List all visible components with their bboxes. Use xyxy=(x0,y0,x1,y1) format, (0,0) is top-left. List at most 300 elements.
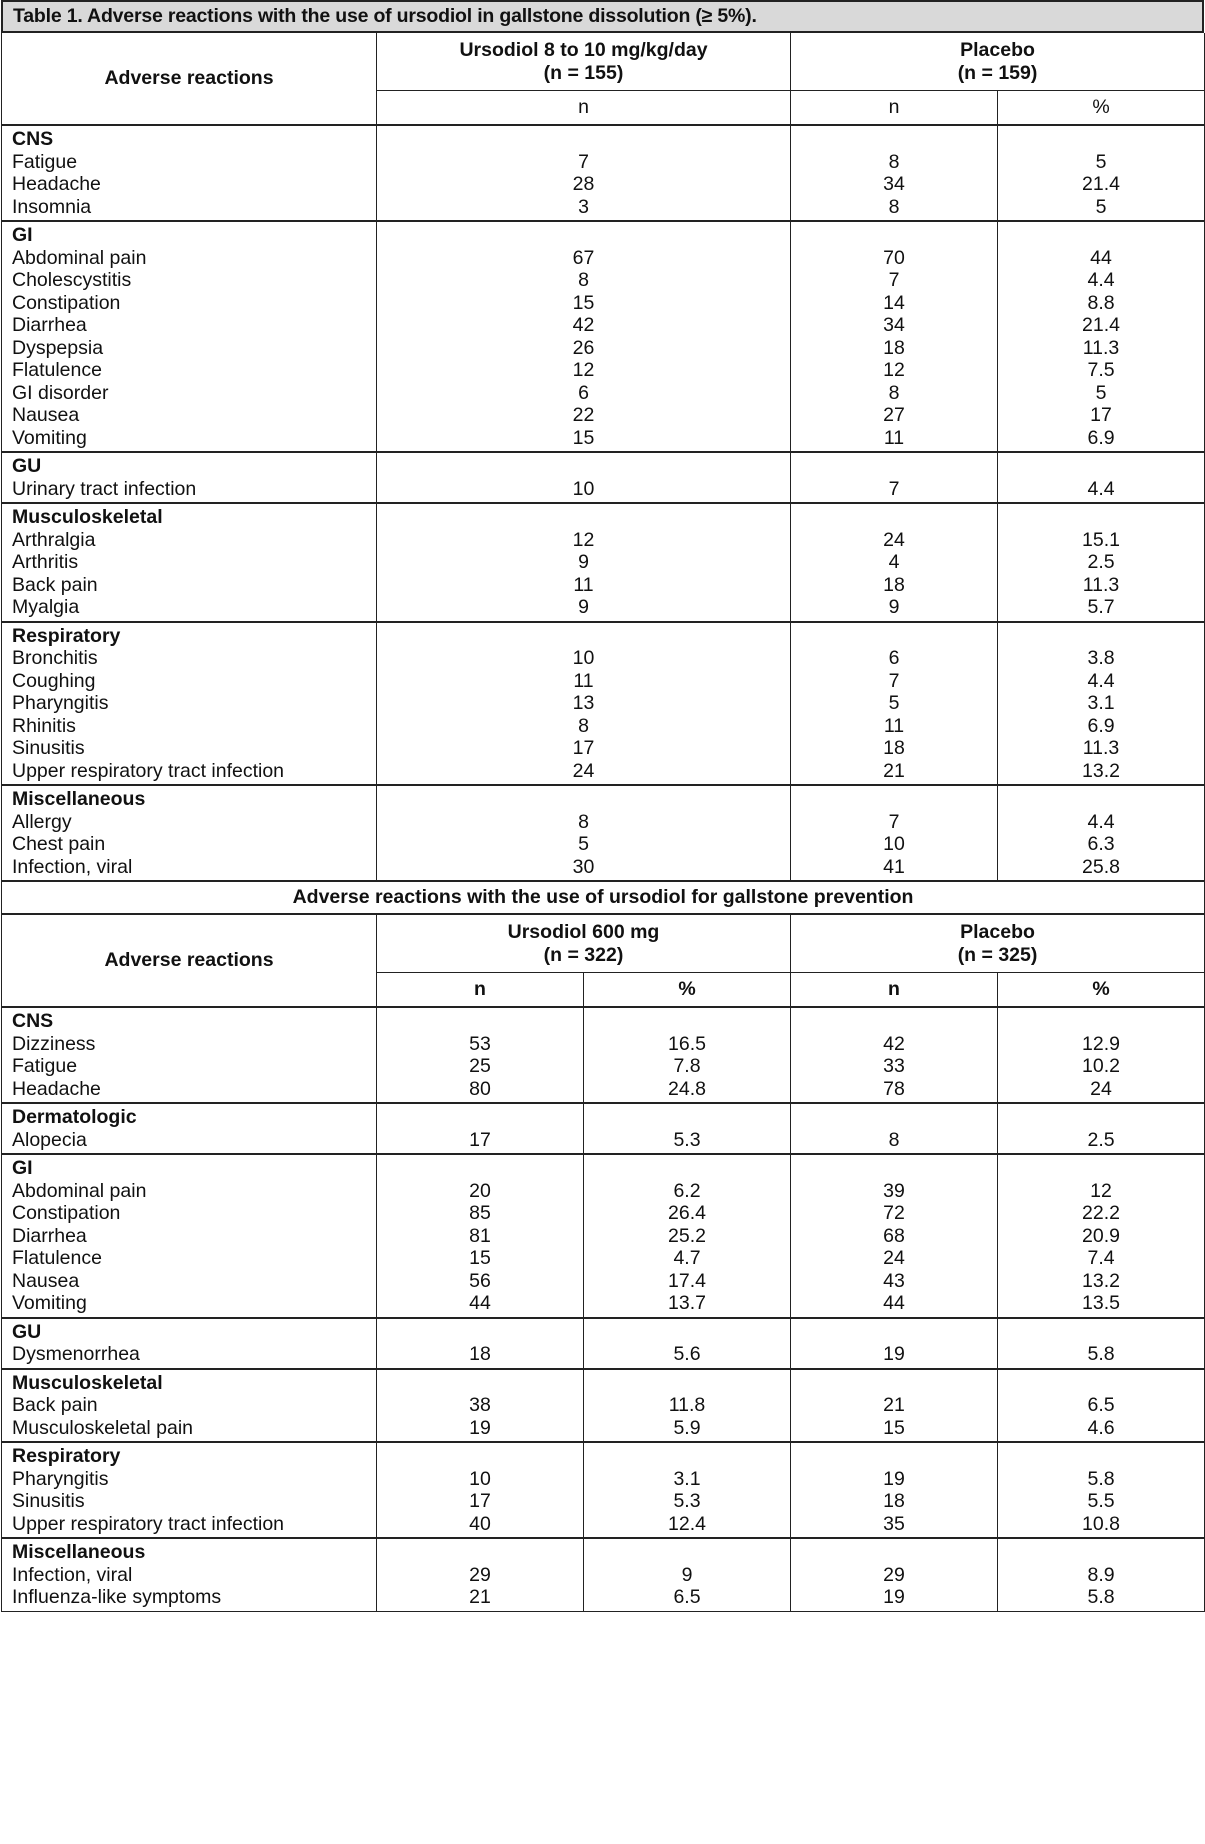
value-cell-u-n xyxy=(377,452,791,503)
spacer xyxy=(584,1321,790,1344)
value-cell-p-n xyxy=(791,785,998,881)
value-u-pct: 5.6 xyxy=(673,1343,701,1365)
category-label: CNS xyxy=(12,128,54,150)
spacer xyxy=(584,1372,790,1395)
spacer xyxy=(998,625,1204,648)
spacer xyxy=(998,1106,1204,1129)
value-u-pct: 11.8 xyxy=(668,1394,706,1416)
value-p-n: 8 xyxy=(888,381,900,404)
spacer xyxy=(791,625,997,648)
group-name: Placebo xyxy=(960,38,1035,61)
section-dermatologic xyxy=(2,1103,1205,1154)
value-u-n: 29 xyxy=(469,1563,491,1586)
value-p-pct: 10.2 xyxy=(1082,1055,1120,1077)
value-cell-p-n xyxy=(791,622,998,786)
spacer xyxy=(791,455,997,478)
value-u-n: 9 xyxy=(578,596,589,618)
value-p-n: 5 xyxy=(888,692,900,714)
section-label-cell xyxy=(2,785,377,881)
value-p-pct: 13.2 xyxy=(1082,1269,1120,1292)
value-u-pct: 6.5 xyxy=(673,1586,701,1608)
section-label-cell xyxy=(2,1007,377,1103)
spacer xyxy=(998,1010,1204,1033)
spacer xyxy=(791,128,997,151)
value-p-n: 14 xyxy=(883,291,905,314)
value-p-pct: 12.9 xyxy=(1082,1032,1120,1055)
value-p-n: 68 xyxy=(883,1224,905,1247)
group-n: (n = 155) xyxy=(543,61,624,84)
reaction-label: Back pain xyxy=(12,573,98,596)
table2-row-header: Adverse reactions xyxy=(2,914,377,1007)
value-p-n: 7 xyxy=(888,477,900,500)
value-p-n: 33 xyxy=(883,1055,905,1077)
value-p-n: 44 xyxy=(883,1292,905,1314)
value-u-pct: 5.3 xyxy=(673,1128,701,1151)
value-p-n: 34 xyxy=(883,173,905,195)
group-n: (n = 322) xyxy=(543,943,624,966)
value-cell-p-pct xyxy=(998,503,1205,622)
spacer xyxy=(998,788,1204,811)
section-musculoskeletal xyxy=(2,1369,1205,1443)
value-p-pct: 7.4 xyxy=(1087,1247,1115,1269)
value-u-n: 30 xyxy=(572,855,595,878)
value-p-pct: 5.8 xyxy=(1087,1343,1115,1365)
spacer xyxy=(377,1106,583,1129)
section-label-cell xyxy=(2,1154,377,1318)
reaction-label: Arthralgia xyxy=(12,528,96,551)
spacer xyxy=(998,1541,1204,1564)
spacer xyxy=(791,788,997,811)
reaction-label: Headache xyxy=(12,1077,101,1100)
value-cell-u-n xyxy=(377,1538,584,1611)
value-u-n: 25 xyxy=(469,1055,491,1077)
spacer xyxy=(998,1445,1204,1468)
reaction-label: Fatigue xyxy=(12,150,78,173)
value-p-pct: 17 xyxy=(1090,404,1112,426)
category-label: Musculoskeletal xyxy=(12,1371,163,1394)
value-p-n: 10 xyxy=(883,833,905,855)
value-p-n: 7 xyxy=(888,669,900,692)
section-respiratory xyxy=(2,1442,1205,1538)
spacer xyxy=(584,1157,790,1180)
value-p-pct: 5 xyxy=(1095,150,1107,173)
value-cell-p-pct xyxy=(998,452,1205,503)
category-label: Miscellaneous xyxy=(12,788,146,810)
value-p-pct: 4.4 xyxy=(1087,269,1115,291)
value-u-n: 3 xyxy=(578,195,589,218)
value-u-n: 80 xyxy=(469,1077,491,1100)
value-p-pct: 6.5 xyxy=(1087,1394,1115,1416)
value-u-n: 28 xyxy=(572,173,595,195)
value-p-n: 18 xyxy=(883,336,905,359)
value-p-n: 21 xyxy=(883,759,905,782)
value-cell-u-pct xyxy=(584,1369,791,1443)
value-p-pct: 22.2 xyxy=(1082,1202,1120,1224)
spacer xyxy=(377,625,790,648)
value-u-pct: 5.3 xyxy=(673,1490,701,1512)
value-u-n: 12 xyxy=(572,359,595,381)
value-cell-p-pct xyxy=(998,1442,1205,1538)
spacer xyxy=(377,224,790,247)
reaction-label: Vomiting xyxy=(12,1292,87,1314)
reaction-label: Upper respiratory tract infection xyxy=(12,759,285,782)
value-cell-p-n xyxy=(791,221,998,452)
value-u-n: 11 xyxy=(573,669,594,692)
value-u-n: 11 xyxy=(573,573,594,596)
spacer xyxy=(791,1321,997,1344)
value-p-pct: 7.5 xyxy=(1087,359,1115,381)
value-u-n: 15 xyxy=(469,1247,491,1269)
value-p-pct: 2.5 xyxy=(1087,1128,1115,1151)
reaction-label: Coughing xyxy=(12,669,96,692)
category-label: GU xyxy=(12,455,42,477)
value-cell-p-n xyxy=(791,1538,998,1611)
spacer xyxy=(377,1445,583,1468)
section-label-cell xyxy=(2,1538,377,1611)
value-p-pct: 44 xyxy=(1090,246,1112,269)
table2-subtitle-row xyxy=(2,881,1205,914)
section-label-cell xyxy=(2,1442,377,1538)
value-u-n: 8 xyxy=(578,269,589,291)
spacer xyxy=(791,1010,997,1033)
value-p-pct: 13.2 xyxy=(1082,759,1120,782)
reaction-label: Headache xyxy=(12,173,101,195)
value-p-n: 27 xyxy=(883,404,905,426)
category-label: Respiratory xyxy=(12,1445,121,1467)
reaction-label: Bronchitis xyxy=(12,647,98,669)
value-p-n: 18 xyxy=(883,737,905,759)
value-cell-u-pct xyxy=(584,1538,791,1611)
value-u-pct: 12.4 xyxy=(668,1512,706,1535)
group-name: Ursodiol 8 to 10 mg/kg/day xyxy=(459,38,708,61)
reaction-label: Chest pain xyxy=(12,833,106,855)
value-p-n: 6 xyxy=(888,647,900,669)
value-p-n: 19 xyxy=(883,1343,905,1365)
section-label-cell xyxy=(2,503,377,622)
value-u-n: 15 xyxy=(572,426,595,449)
value-cell-p-n xyxy=(791,1442,998,1538)
value-u-n: 44 xyxy=(469,1292,491,1314)
value-p-n: 24 xyxy=(883,1247,905,1269)
spacer xyxy=(998,455,1204,478)
spacer xyxy=(377,1372,583,1395)
value-u-pct: 7.8 xyxy=(673,1055,701,1077)
value-cell-u-n xyxy=(377,125,791,221)
value-p-pct: 13.5 xyxy=(1082,1292,1120,1314)
value-cell-u-n xyxy=(377,1103,584,1154)
spacer xyxy=(584,1445,790,1468)
section-gu xyxy=(2,452,1205,503)
reaction-label: Fatigue xyxy=(12,1055,78,1077)
value-p-n: 15 xyxy=(883,1416,905,1439)
category-label: Miscellaneous xyxy=(12,1541,146,1563)
reaction-label: Dysmenorrhea xyxy=(12,1343,140,1365)
value-p-n: 70 xyxy=(883,246,905,269)
value-p-n: 18 xyxy=(883,1490,905,1512)
value-p-n: 4 xyxy=(888,551,900,573)
reaction-label: Influenza-like symptoms xyxy=(12,1586,222,1608)
value-p-pct: 5.8 xyxy=(1087,1467,1115,1490)
reaction-label: Vomiting xyxy=(12,426,87,449)
value-u-n: 10 xyxy=(572,647,595,669)
value-cell-p-pct xyxy=(998,125,1205,221)
value-p-n: 24 xyxy=(883,528,905,551)
spacer xyxy=(998,224,1204,247)
table2-subtitle: Adverse reactions with the use of ursodiol for gallstone prevention xyxy=(2,881,1205,914)
value-u-n: 18 xyxy=(469,1343,491,1365)
value-p-n: 43 xyxy=(883,1269,905,1292)
spacer xyxy=(791,1372,997,1395)
table1-body xyxy=(2,125,1205,881)
section-label-cell xyxy=(2,125,377,221)
table1-row-header: Adverse reactions xyxy=(2,33,377,125)
reaction-label: Abdominal pain xyxy=(12,246,147,269)
value-p-pct: 3.1 xyxy=(1087,692,1115,714)
category-label: CNS xyxy=(12,1010,54,1032)
value-p-pct: 24 xyxy=(1090,1077,1112,1100)
value-p-n: 19 xyxy=(883,1586,905,1608)
value-u-n: 10 xyxy=(572,477,595,500)
reaction-label: Constipation xyxy=(12,1202,121,1224)
value-p-pct: 5 xyxy=(1095,195,1107,218)
reaction-label: Abdominal pain xyxy=(12,1179,147,1202)
value-p-n: 41 xyxy=(883,855,905,878)
value-cell-p-n xyxy=(791,1154,998,1318)
section-label-cell xyxy=(2,1318,377,1369)
reaction-label: Nausea xyxy=(12,404,80,426)
value-cell-u-n xyxy=(377,622,791,786)
reaction-label: Sinusitis xyxy=(12,1490,85,1512)
section-miscellaneous xyxy=(2,1538,1205,1611)
spacer xyxy=(377,788,790,811)
group-name: Ursodiol 600 mg xyxy=(507,920,660,943)
value-p-pct: 21.4 xyxy=(1082,173,1120,195)
category-label: Dermatologic xyxy=(12,1106,137,1128)
section-gi xyxy=(2,221,1205,452)
reaction-label: Diarrhea xyxy=(12,314,87,336)
reaction-label: Dizziness xyxy=(12,1032,96,1055)
value-p-pct: 4.4 xyxy=(1087,810,1115,833)
value-p-pct: 4.4 xyxy=(1087,669,1115,692)
reaction-label: Nausea xyxy=(12,1269,80,1292)
reaction-label: Dyspepsia xyxy=(12,336,104,359)
value-cell-u-n xyxy=(377,503,791,622)
value-u-pct: 16.5 xyxy=(668,1032,706,1055)
value-p-pct: 5.8 xyxy=(1087,1586,1115,1608)
value-cell-u-n xyxy=(377,785,791,881)
value-u-n: 20 xyxy=(469,1179,491,1202)
value-u-n: 12 xyxy=(572,528,595,551)
section-label-cell xyxy=(2,221,377,452)
value-p-pct: 6.9 xyxy=(1087,426,1115,449)
spacer xyxy=(377,506,790,529)
value-p-n: 8 xyxy=(888,150,900,173)
category-label: Musculoskeletal xyxy=(12,506,163,528)
value-cell-u-n xyxy=(377,1442,584,1538)
table1-group-ursodiol xyxy=(377,33,791,91)
value-u-n: 15 xyxy=(572,291,595,314)
spacer xyxy=(377,128,790,151)
section-respiratory xyxy=(2,622,1205,786)
section-label-cell xyxy=(2,452,377,503)
value-cell-p-pct xyxy=(998,622,1205,786)
value-p-pct: 5 xyxy=(1095,381,1107,404)
value-u-n: 38 xyxy=(469,1394,491,1416)
adverse-reactions-table xyxy=(1,33,1205,1612)
value-p-pct: 12 xyxy=(1090,1179,1112,1202)
reaction-label: Back pain xyxy=(12,1394,98,1416)
value-p-pct: 5.5 xyxy=(1087,1490,1115,1512)
col-header-pct: % xyxy=(584,973,791,1008)
spacer xyxy=(584,1010,790,1033)
value-p-pct: 2.5 xyxy=(1087,551,1115,573)
value-cell-u-n xyxy=(377,1154,584,1318)
value-u-pct: 13.7 xyxy=(668,1292,706,1314)
section-musculoskeletal xyxy=(2,503,1205,622)
value-cell-p-n xyxy=(791,125,998,221)
value-p-pct: 4.4 xyxy=(1087,477,1115,500)
spacer xyxy=(791,1541,997,1564)
value-p-pct: 8.9 xyxy=(1087,1563,1115,1586)
value-u-n: 19 xyxy=(469,1416,491,1439)
document-page xyxy=(1,0,1204,1612)
spacer xyxy=(791,1445,997,1468)
spacer xyxy=(998,128,1204,151)
value-cell-p-pct xyxy=(998,1154,1205,1318)
category-label: GI xyxy=(12,1157,33,1179)
value-p-pct: 6.3 xyxy=(1087,833,1115,855)
value-u-n: 13 xyxy=(572,692,595,714)
value-u-n: 53 xyxy=(469,1032,491,1055)
value-u-pct: 17.4 xyxy=(668,1269,706,1292)
category-label: GU xyxy=(12,1320,42,1343)
value-p-pct: 4.6 xyxy=(1087,1416,1115,1439)
group-n: (n = 159) xyxy=(957,61,1038,84)
value-u-n: 42 xyxy=(572,314,595,336)
table2-header-row xyxy=(2,914,1205,973)
value-u-n: 17 xyxy=(469,1490,491,1512)
table2-group-ursodiol xyxy=(377,914,791,973)
spacer xyxy=(791,224,997,247)
value-p-n: 19 xyxy=(883,1467,905,1490)
value-u-n: 9 xyxy=(578,551,589,573)
value-cell-p-n xyxy=(791,1318,998,1369)
value-cell-u-n xyxy=(377,1007,584,1103)
value-p-pct: 10.8 xyxy=(1082,1512,1120,1535)
value-p-pct: 20.9 xyxy=(1082,1224,1120,1247)
value-u-pct: 3.1 xyxy=(673,1467,701,1490)
section-cns xyxy=(2,125,1205,221)
value-p-n: 7 xyxy=(888,269,900,291)
section-miscellaneous xyxy=(2,785,1205,881)
section-gi xyxy=(2,1154,1205,1318)
table-title: Table 1. Adverse reactions with the use of ursodiol in gallstone dissolution (≥ 5%). xyxy=(1,0,1204,33)
value-u-pct: 9 xyxy=(681,1563,693,1586)
value-cell-u-pct xyxy=(584,1154,791,1318)
value-cell-p-pct xyxy=(998,1538,1205,1611)
value-p-n: 12 xyxy=(883,359,905,381)
value-p-n: 7 xyxy=(888,810,900,833)
spacer xyxy=(791,1157,997,1180)
value-cell-p-n xyxy=(791,1103,998,1154)
reaction-label: Pharyngitis xyxy=(12,692,109,714)
value-u-pct: 24.8 xyxy=(668,1077,706,1100)
value-u-n: 7 xyxy=(578,150,589,173)
col-header-n: n xyxy=(791,973,998,1008)
value-cell-u-n xyxy=(377,221,791,452)
value-u-pct: 25.2 xyxy=(668,1224,706,1247)
value-cell-u-n xyxy=(377,1318,584,1369)
value-p-pct: 3.8 xyxy=(1087,647,1115,669)
value-cell-u-pct xyxy=(584,1007,791,1103)
reaction-label: Myalgia xyxy=(12,596,80,618)
value-p-n: 35 xyxy=(883,1512,905,1535)
value-cell-u-n xyxy=(377,1369,584,1443)
value-p-n: 8 xyxy=(888,1128,900,1151)
value-cell-p-n xyxy=(791,452,998,503)
value-u-n: 40 xyxy=(469,1512,491,1535)
value-cell-p-pct xyxy=(998,1369,1205,1443)
spacer xyxy=(791,1106,997,1129)
table2-group-placebo xyxy=(791,914,1205,973)
value-p-n: 29 xyxy=(883,1563,905,1586)
value-p-pct: 25.8 xyxy=(1082,855,1120,878)
spacer xyxy=(377,455,790,478)
spacer xyxy=(377,1010,583,1033)
reaction-label: Pharyngitis xyxy=(12,1467,109,1490)
reaction-label: Allergy xyxy=(12,810,72,833)
value-p-pct: 21.4 xyxy=(1082,314,1120,336)
spacer xyxy=(377,1541,583,1564)
reaction-label: Constipation xyxy=(12,291,121,314)
value-cell-p-pct xyxy=(998,1103,1205,1154)
value-p-n: 72 xyxy=(883,1202,905,1224)
value-cell-p-n xyxy=(791,1369,998,1443)
reaction-label: Rhinitis xyxy=(12,714,76,737)
table2-body xyxy=(2,1007,1205,1611)
value-p-n: 11 xyxy=(883,714,905,737)
category-label: GI xyxy=(12,224,33,246)
reaction-label: Flatulence xyxy=(12,359,102,381)
value-u-n: 8 xyxy=(578,714,589,737)
value-p-pct: 5.7 xyxy=(1087,596,1115,618)
value-p-n: 42 xyxy=(883,1032,905,1055)
value-p-n: 39 xyxy=(883,1179,905,1202)
spacer xyxy=(998,1157,1204,1180)
reaction-label: Urinary tract infection xyxy=(12,477,197,500)
value-cell-p-n xyxy=(791,1007,998,1103)
value-u-pct: 5.9 xyxy=(673,1416,701,1439)
value-cell-u-pct xyxy=(584,1318,791,1369)
spacer xyxy=(791,506,997,529)
value-p-pct: 6.9 xyxy=(1087,714,1115,737)
table1-group-placebo xyxy=(791,33,1205,91)
col-header-n: n xyxy=(377,973,584,1008)
category-label: Respiratory xyxy=(12,624,121,647)
group-n: (n = 325) xyxy=(957,943,1038,966)
col-header-n: n xyxy=(377,91,791,126)
reaction-label: Infection, viral xyxy=(12,1563,133,1586)
value-u-n: 26 xyxy=(572,336,595,359)
value-p-pct: 11.3 xyxy=(1082,573,1120,596)
reaction-label: Alopecia xyxy=(12,1128,87,1151)
value-u-pct: 6.2 xyxy=(673,1179,701,1202)
group-name: Placebo xyxy=(960,920,1035,943)
section-gu xyxy=(2,1318,1205,1369)
spacer xyxy=(584,1541,790,1564)
reaction-label: Upper respiratory tract infection xyxy=(12,1512,285,1535)
reaction-label: Cholescystitis xyxy=(12,269,132,291)
